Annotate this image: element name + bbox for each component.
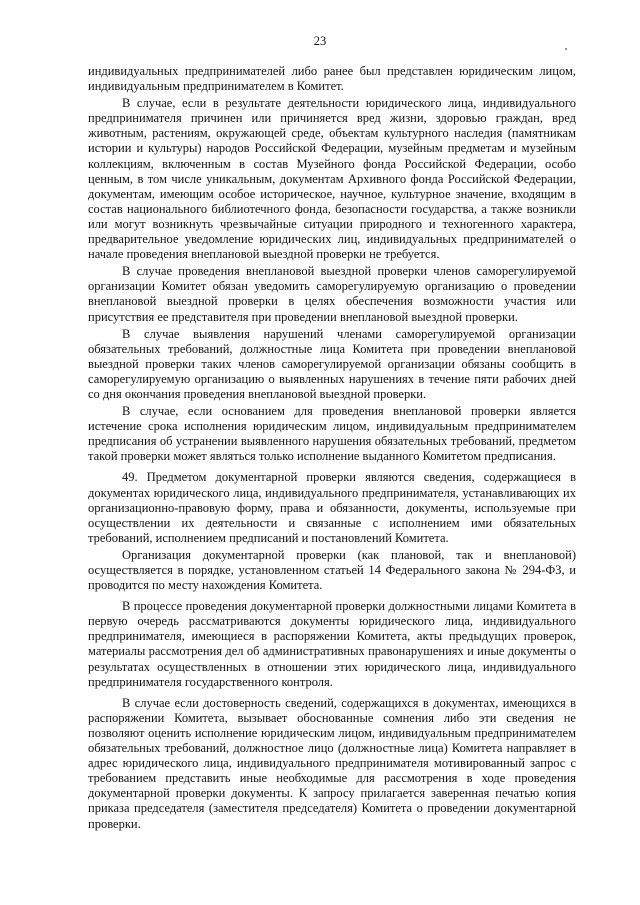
paragraph-documentary-organization: Организация документарной проверки (как плановой, так и внеплановой) осуществляется в порядке, установленном статьей 14 Федерального закона № 294-ФЗ, и проводится по месту нахождения Комитета. (88, 547, 576, 593)
paragraph-harm-exception: В случае, если в результате деятельности юридического лица, индивидуального предпринимателя причинен или причиняется вред жизни, здоровью граждан, вред животным, растениям, окружающей среде, объектам культурного наследия (памятникам истории и культуры) народов Российской Федерации, музейным предметам и музейным коллекциям, включенным в состав Музейного фонда Российской Федерации, особо ценным, в том числе уникальным, документам Архивного фонда Российской Федерации, документам, имеющим особое историческое, научное, культурное значение, входящим в состав национального библиотечного фонда, безопасности государства, а также возникли или могут возникнуть чрезвычайные ситуации природного и техногенного характера, предварительное уведомление юридических лиц, индивидуальных предпринимателей о начале проведения внеплановой выездной проверки не требуется. (88, 96, 576, 262)
paragraph-sro-notification: В случае проведения внеплановой выездной проверки членов саморегулируемой организации Комитет обязан уведомить саморегулируемую организацию о проведении внеплановой выездной проверки в целях обеспечения возможности участия или присутствия ее представителя при проведении внеплановой выездной проверки. (88, 264, 576, 324)
page-number: 23 (313, 34, 327, 48)
scan-speck (565, 48, 567, 50)
paragraph-order-execution: В случае, если основанием для проведения внеплановой проверки является истечение срока исполнения юридическим лицом, индивидуальным предпринимателем предписания об устранении выявленного нарушения обязательных требований, предметом такой проверки может являться только исполнение выданного Комитетом предписания. (88, 404, 576, 464)
paragraph-49-subject: 49. Предметом документарной проверки являются сведения, содержащиеся в документах юридического лица, индивидуального предпринимателя, устанавливающих их организационно-правовую форму, права и обязанности, документы, используемые при осуществлении их деятельности и связанные с исполнением ими обязательных требований, исполнением предписаний и постановлений Комитета. (88, 470, 576, 545)
paragraph-continuation: индивидуальных предпринимателей либо ранее был представлен юридическим лицом, индивидуальным предпринимателем в Комитет. (88, 64, 576, 94)
paragraph-documentary-process: В процессе проведения документарной проверки должностными лицами Комитета в первую очередь рассматриваются документы юридического лица, индивидуального предпринимателя, имеющиеся в распоряжении Комитета, акты предыдущих проверок, материалы рассмотрения дел об административных правонарушениях и иные документы о результатах осуществленных в отношении этих юридического лица, индивидуального предпринимателя государственного контроля. (88, 599, 576, 689)
paragraph-reliability-request: В случае если достоверность сведений, содержащихся в документах, имеющихся в распоряжении Комитета, вызывает обоснованные сомнения либо эти сведения не позволяют оценить исполнение юридическим лицом, индивидуальным предпринимателем обязательных требований, должностное лицо (должностные лица) Комитета направляет в адрес юридического лица, индивидуального предпринимателя мотивированный запрос с требованием представить иные необходимые для рассмотрения в ходе проведения документарной проверки документы. К запросу прилагается заверенная печатью копия приказа председателя (заместителя председателя) Комитета о проведении документарной проверки. (88, 695, 576, 831)
paragraph-sro-violations: В случае выявления нарушений членами саморегулируемой организации обязательных требований, должностные лица Комитета при проведении внеплановой выездной проверки таких членов саморегулируемой организации обязаны сообщить в саморегулируемую организацию о выявленных нарушениях в течение пяти рабочих дней со дня окончания проведения внеплановой выездной проверки. (88, 326, 576, 401)
document-body (88, 64, 576, 834)
